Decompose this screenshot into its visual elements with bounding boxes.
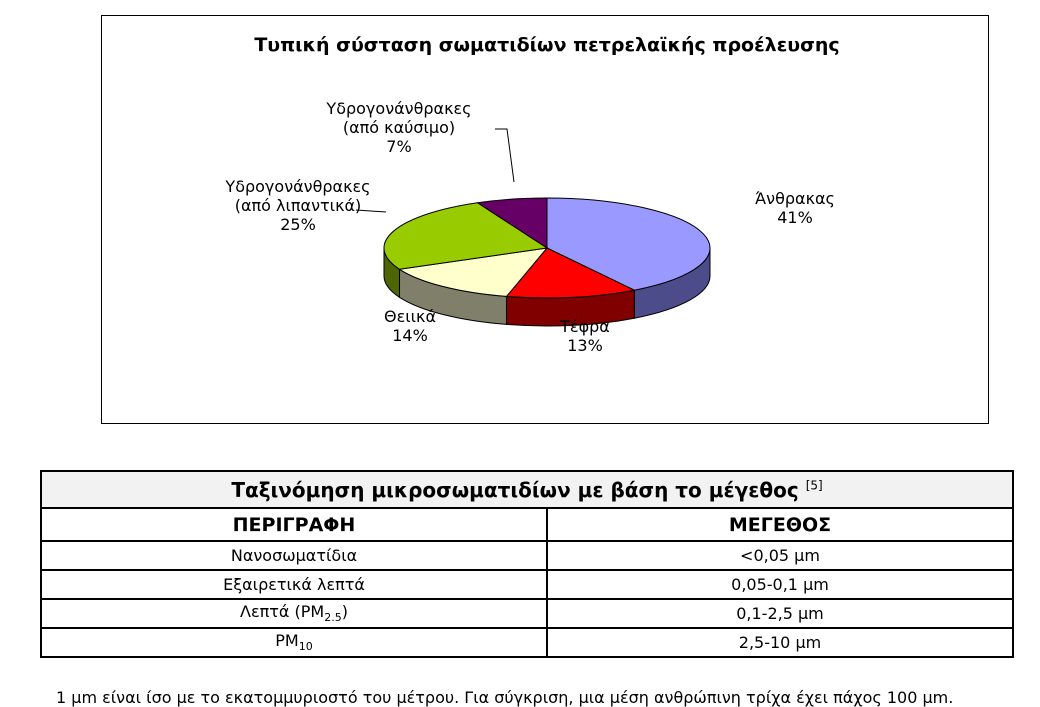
pie-slice-label-line: Υδρογονάνθρακες [326, 99, 472, 118]
pie-slice-label-line: 41% [777, 208, 813, 227]
table-row [41, 541, 1013, 570]
table-caption [41, 471, 1013, 508]
row-size: <0,05 μm [547, 541, 1013, 570]
row-description: Νανοσωματίδια [41, 541, 547, 570]
chart-title: Τυπική σύσταση σωματιδίων πετρελαϊκής προέλευσης [254, 34, 840, 56]
pie-slice-label [325, 99, 471, 156]
pie-slice-label-line: 7% [386, 137, 412, 156]
pie-slice-label-line: (από λιπαντικά) [234, 196, 362, 215]
row-size: 0,1-2,5 μm [547, 599, 1013, 628]
pie-slice-label [384, 307, 436, 345]
row-description-subscript: 10 [298, 640, 313, 654]
pie-label-leader-line [495, 129, 514, 182]
pie-slice-label-line: Άνθρακας [755, 189, 835, 208]
row-description: Εξαιρετικά λεπτά [41, 570, 547, 599]
table-caption-text: Ταξινόμηση μικροσωματιδίων με βάση το μέγεθος [231, 477, 799, 502]
pie-slice-label-line: 25% [280, 215, 316, 234]
row-description-text: Λεπτά (PM [240, 602, 325, 622]
footnote-text: 1 μm είναι ίσο με το εκατομμυριοστό του μέτρου. Για σύγκριση, μια μέση ανθρώπινη τρίχα έχει πάχος 100 μm. [56, 688, 954, 707]
row-size: 0,05-0,1 μm [547, 570, 1013, 599]
row-description-suffix: ) [341, 602, 348, 622]
row-description [41, 628, 547, 657]
pie-slice-label-line: Τέφρα [560, 317, 610, 336]
table-row [41, 628, 1013, 657]
pie-slice-label [755, 189, 835, 227]
pie-slice-label-line: 13% [567, 336, 603, 355]
pie-slice-label [559, 317, 610, 355]
particle-size-table [40, 470, 1014, 658]
pie-slice-label-line: 14% [392, 326, 428, 345]
header-description: ΠΕΡΙΓΡΑΦΗ [41, 508, 547, 541]
table-row [41, 570, 1013, 599]
pie-slice-label-line: Υδρογονάνθρακες [225, 177, 371, 196]
pie-chart [102, 16, 990, 425]
row-description-subscript: 2.5 [324, 611, 342, 625]
pie-chart-panel [101, 15, 989, 424]
header-size: ΜΕΓΕΘΟΣ [547, 508, 1013, 541]
pie-slice-label [224, 177, 370, 234]
row-description [41, 599, 547, 628]
row-size: 2,5-10 μm [547, 628, 1013, 657]
pie-slice-label-line: Θειικά [383, 307, 437, 326]
table-row [41, 599, 1013, 628]
pie-slice-label-line: (από καύσιμο) [342, 118, 456, 137]
row-description-text: PM [275, 631, 299, 651]
table-caption-reference: [5] [805, 477, 823, 492]
